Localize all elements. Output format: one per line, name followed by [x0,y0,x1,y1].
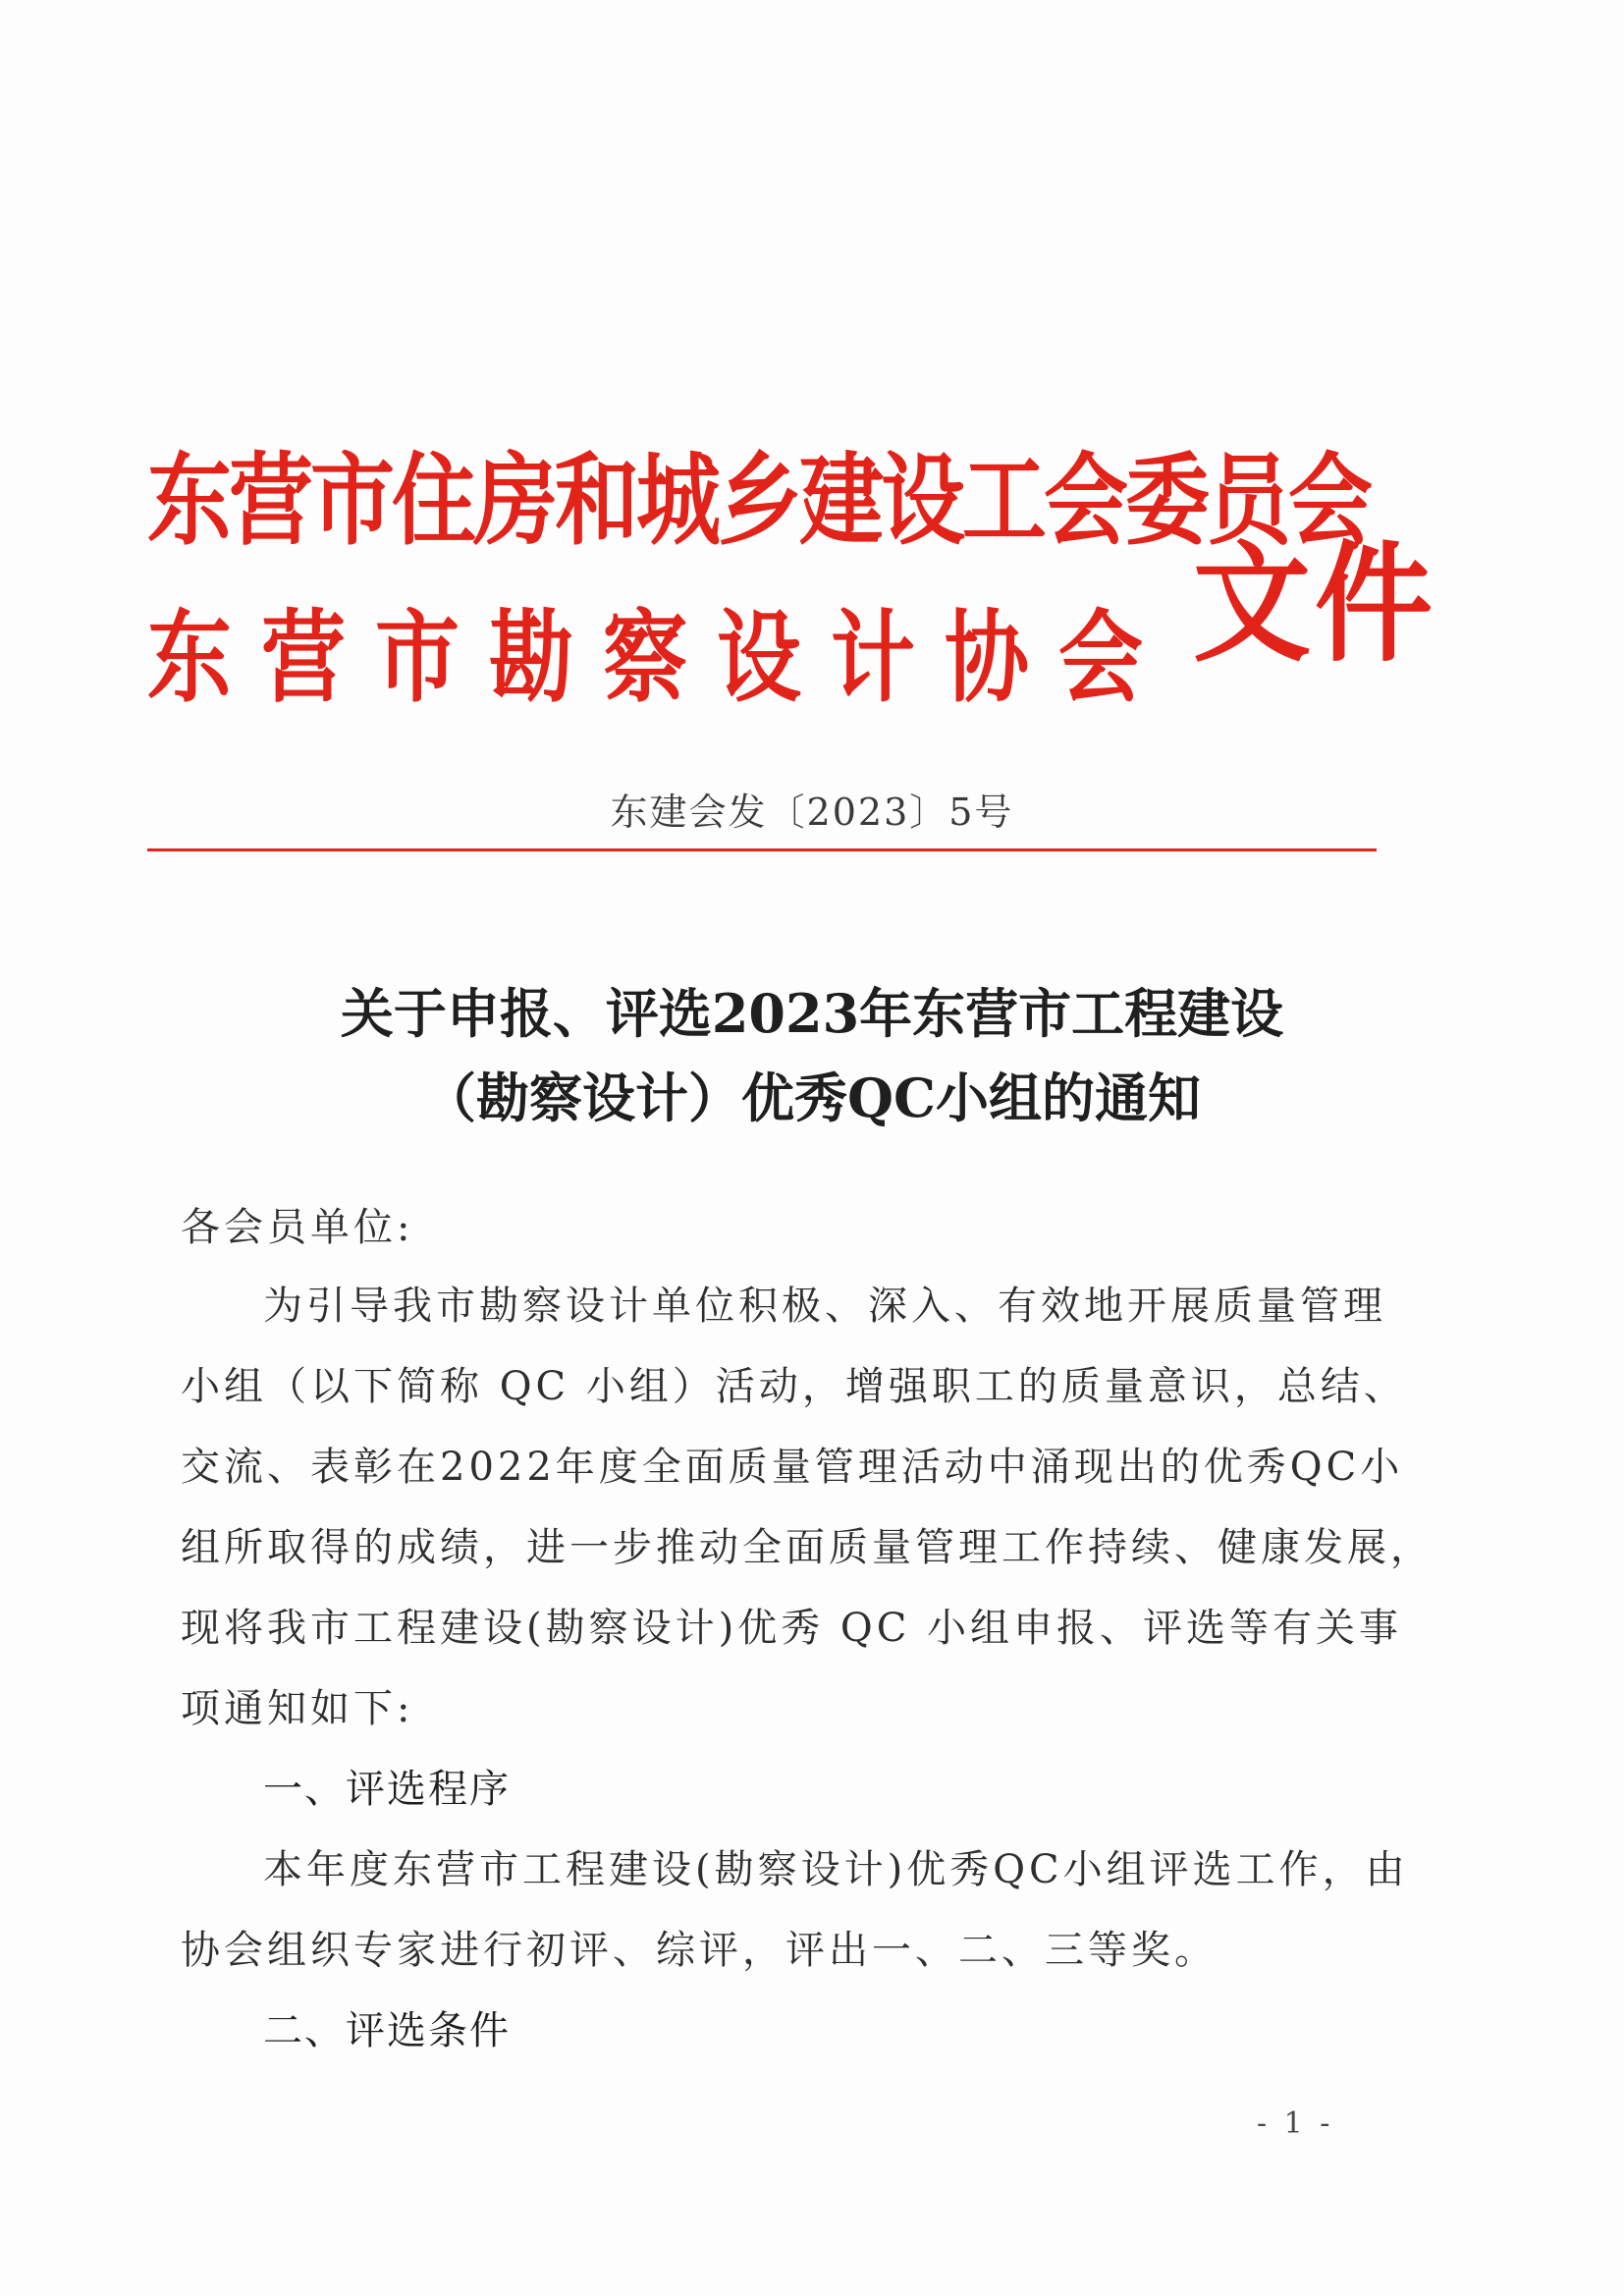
document-title-line-2: （勘察设计）优秀QC小组的通知 [422,1066,1202,1129]
red-divider-line [147,848,1377,851]
section-heading: 二、评选条件 [263,2008,511,2053]
red-masthead [147,420,1436,735]
paragraph-line: 现将我市工程建设(勘察设计)优秀 QC 小组申报、评选等有关事 [181,1606,1403,1651]
paragraph-line: 交流、表彰在2022年度全面质量管理活动中涌现出的优秀QC小 [181,1445,1404,1490]
document-title-line-1: 关于申报、评选2023年东营市工程建设 [340,982,1284,1045]
masthead-issuer-1: 东营市住房和城乡建设工会委员会 [147,443,1370,560]
salutation: 各会员单位: [181,1205,414,1250]
masthead-issuer-2: 东营市勘察设计协会 [147,600,1172,717]
masthead-suffix: 文件 [1193,529,1436,681]
paragraph-line: 项通知如下: [181,1686,414,1731]
paragraph-line: 本年度东营市工程建设(勘察设计)优秀QC小组评选工作，由 [263,1847,1409,1892]
paragraph-line: 组所取得的成绩，进一步推动全面质量管理工作持续、健康发展， [181,1525,1434,1570]
section-heading: 一、评选程序 [263,1767,511,1812]
paragraph-line: 小组（以下简称 QC 小组）活动，增强职工的质量意识，总结、 [181,1364,1407,1409]
document-number: 东建会发〔2023〕5号 [610,791,1014,834]
page-number: - 1 - [1257,2106,1334,2141]
paragraph-line: 协会组织专家进行初评、综评，评出一、二、三等奖。 [181,1928,1218,1973]
paragraph-line: 为引导我市勘察设计单位积极、深入、有效地开展质量管理 [263,1284,1386,1329]
